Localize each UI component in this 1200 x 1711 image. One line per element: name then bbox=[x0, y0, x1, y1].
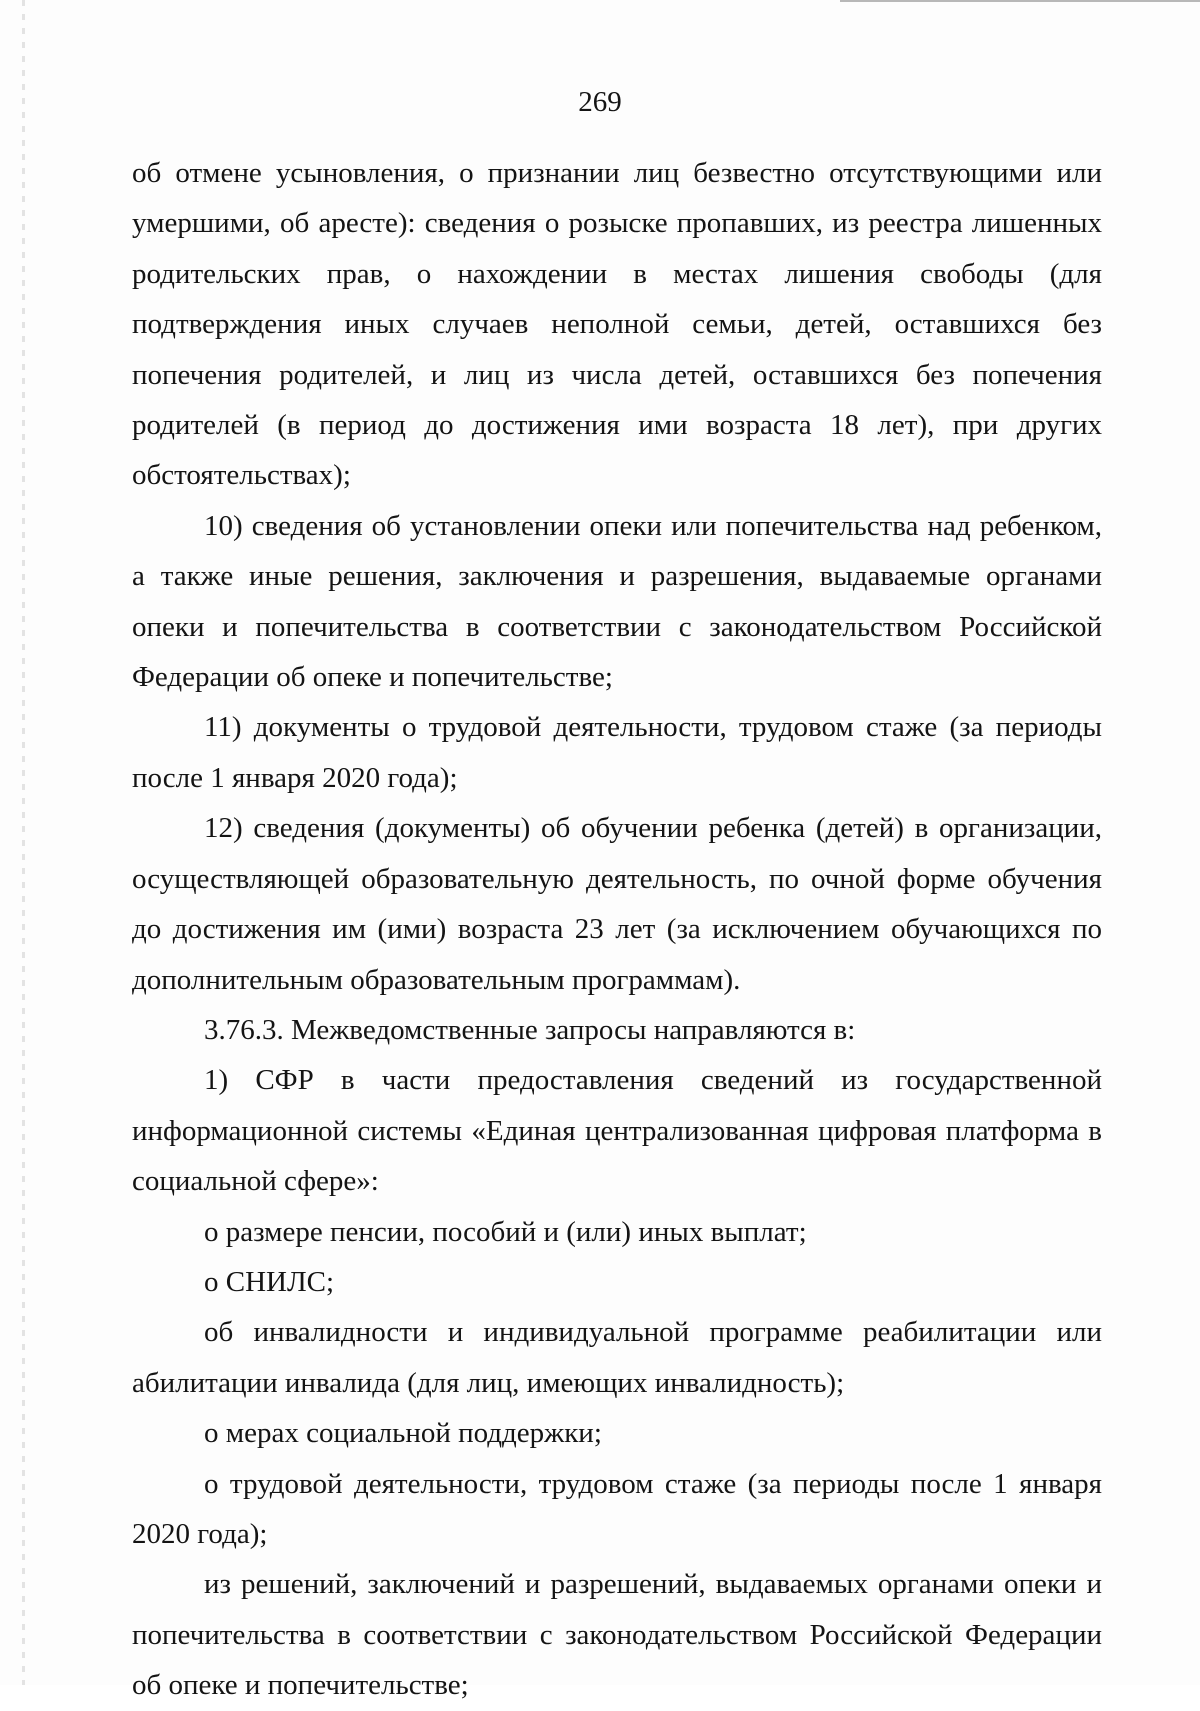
paragraph-item-12: 12) сведения (документы) об обучении ребенка (детей) в организации, осуществляющей образовательную деятельность, по очной форме обучения до достижения им (ими) возраста 23 лет (за исключением обучающихся по дополнительным образовательным программам). bbox=[132, 812, 1102, 996]
paragraph-item-11: 11) документы о трудовой деятельности, трудовом стаже (за периоды после 1 января 2020 года); bbox=[132, 711, 1102, 794]
paragraph-item-10: 10) сведения об установлении опеки или попечительства над ребенком, а также иные решения, заключения и разрешения, выдаваемые органами опеки и попечительства в соответствии с законодательством Российской Федерации об опеке и попечительстве; bbox=[132, 509, 1102, 694]
paragraph-pension: о размере пенсии, пособий и (или) иных выплат; bbox=[204, 1215, 807, 1248]
paragraph-snils: о СНИЛС; bbox=[204, 1265, 335, 1298]
paragraph-continuation: об отмене усыновления, о признании лиц безвестно отсутствующими или умершими, об аресте): сведения о розыске пропавших, из реестра лишенных родительских прав, о нахождении в местах лишения свободы (для подтверждения иных случаев неполной семьи, детей, оставшихся без попечения родителей, и лиц из числа детей, оставшихся без попечения родителей (в период до достижения ими возраста 18 лет), при других обстоятельствах); bbox=[132, 157, 1102, 492]
paragraph-labor-activity: о трудовой деятельности, трудовом стаже (за периоды после 1 января 2020 года); bbox=[132, 1467, 1102, 1550]
paragraph-guardianship-decisions: из решений, заключений и разрешений, выдаваемых органами опеки и попечительства в соответствии с законодательством Российской Федерации об опеке и попечительстве; bbox=[132, 1568, 1102, 1702]
paragraph-section-3-76-3: 3.76.3. Межведомственные запросы направляются в: bbox=[204, 1013, 856, 1046]
paragraph-sfr-item-1: 1) СФР в части предоставления сведений из государственной информационной системы «Единая централизованная цифровая платформа в социальной сфере»: bbox=[132, 1064, 1102, 1198]
page-number: 269 bbox=[578, 86, 622, 118]
scan-edge-left bbox=[22, 0, 25, 1685]
scan-edge-top bbox=[840, 0, 1200, 2]
paragraph-social-support: о мерах социальной поддержки; bbox=[204, 1417, 602, 1450]
body-text bbox=[132, 148, 1102, 1711]
paragraph-disability: об инвалидности и индивидуальной программе реабилитации или абилитации инвалида (для лиц, имеющих инвалидность); bbox=[132, 1316, 1102, 1399]
